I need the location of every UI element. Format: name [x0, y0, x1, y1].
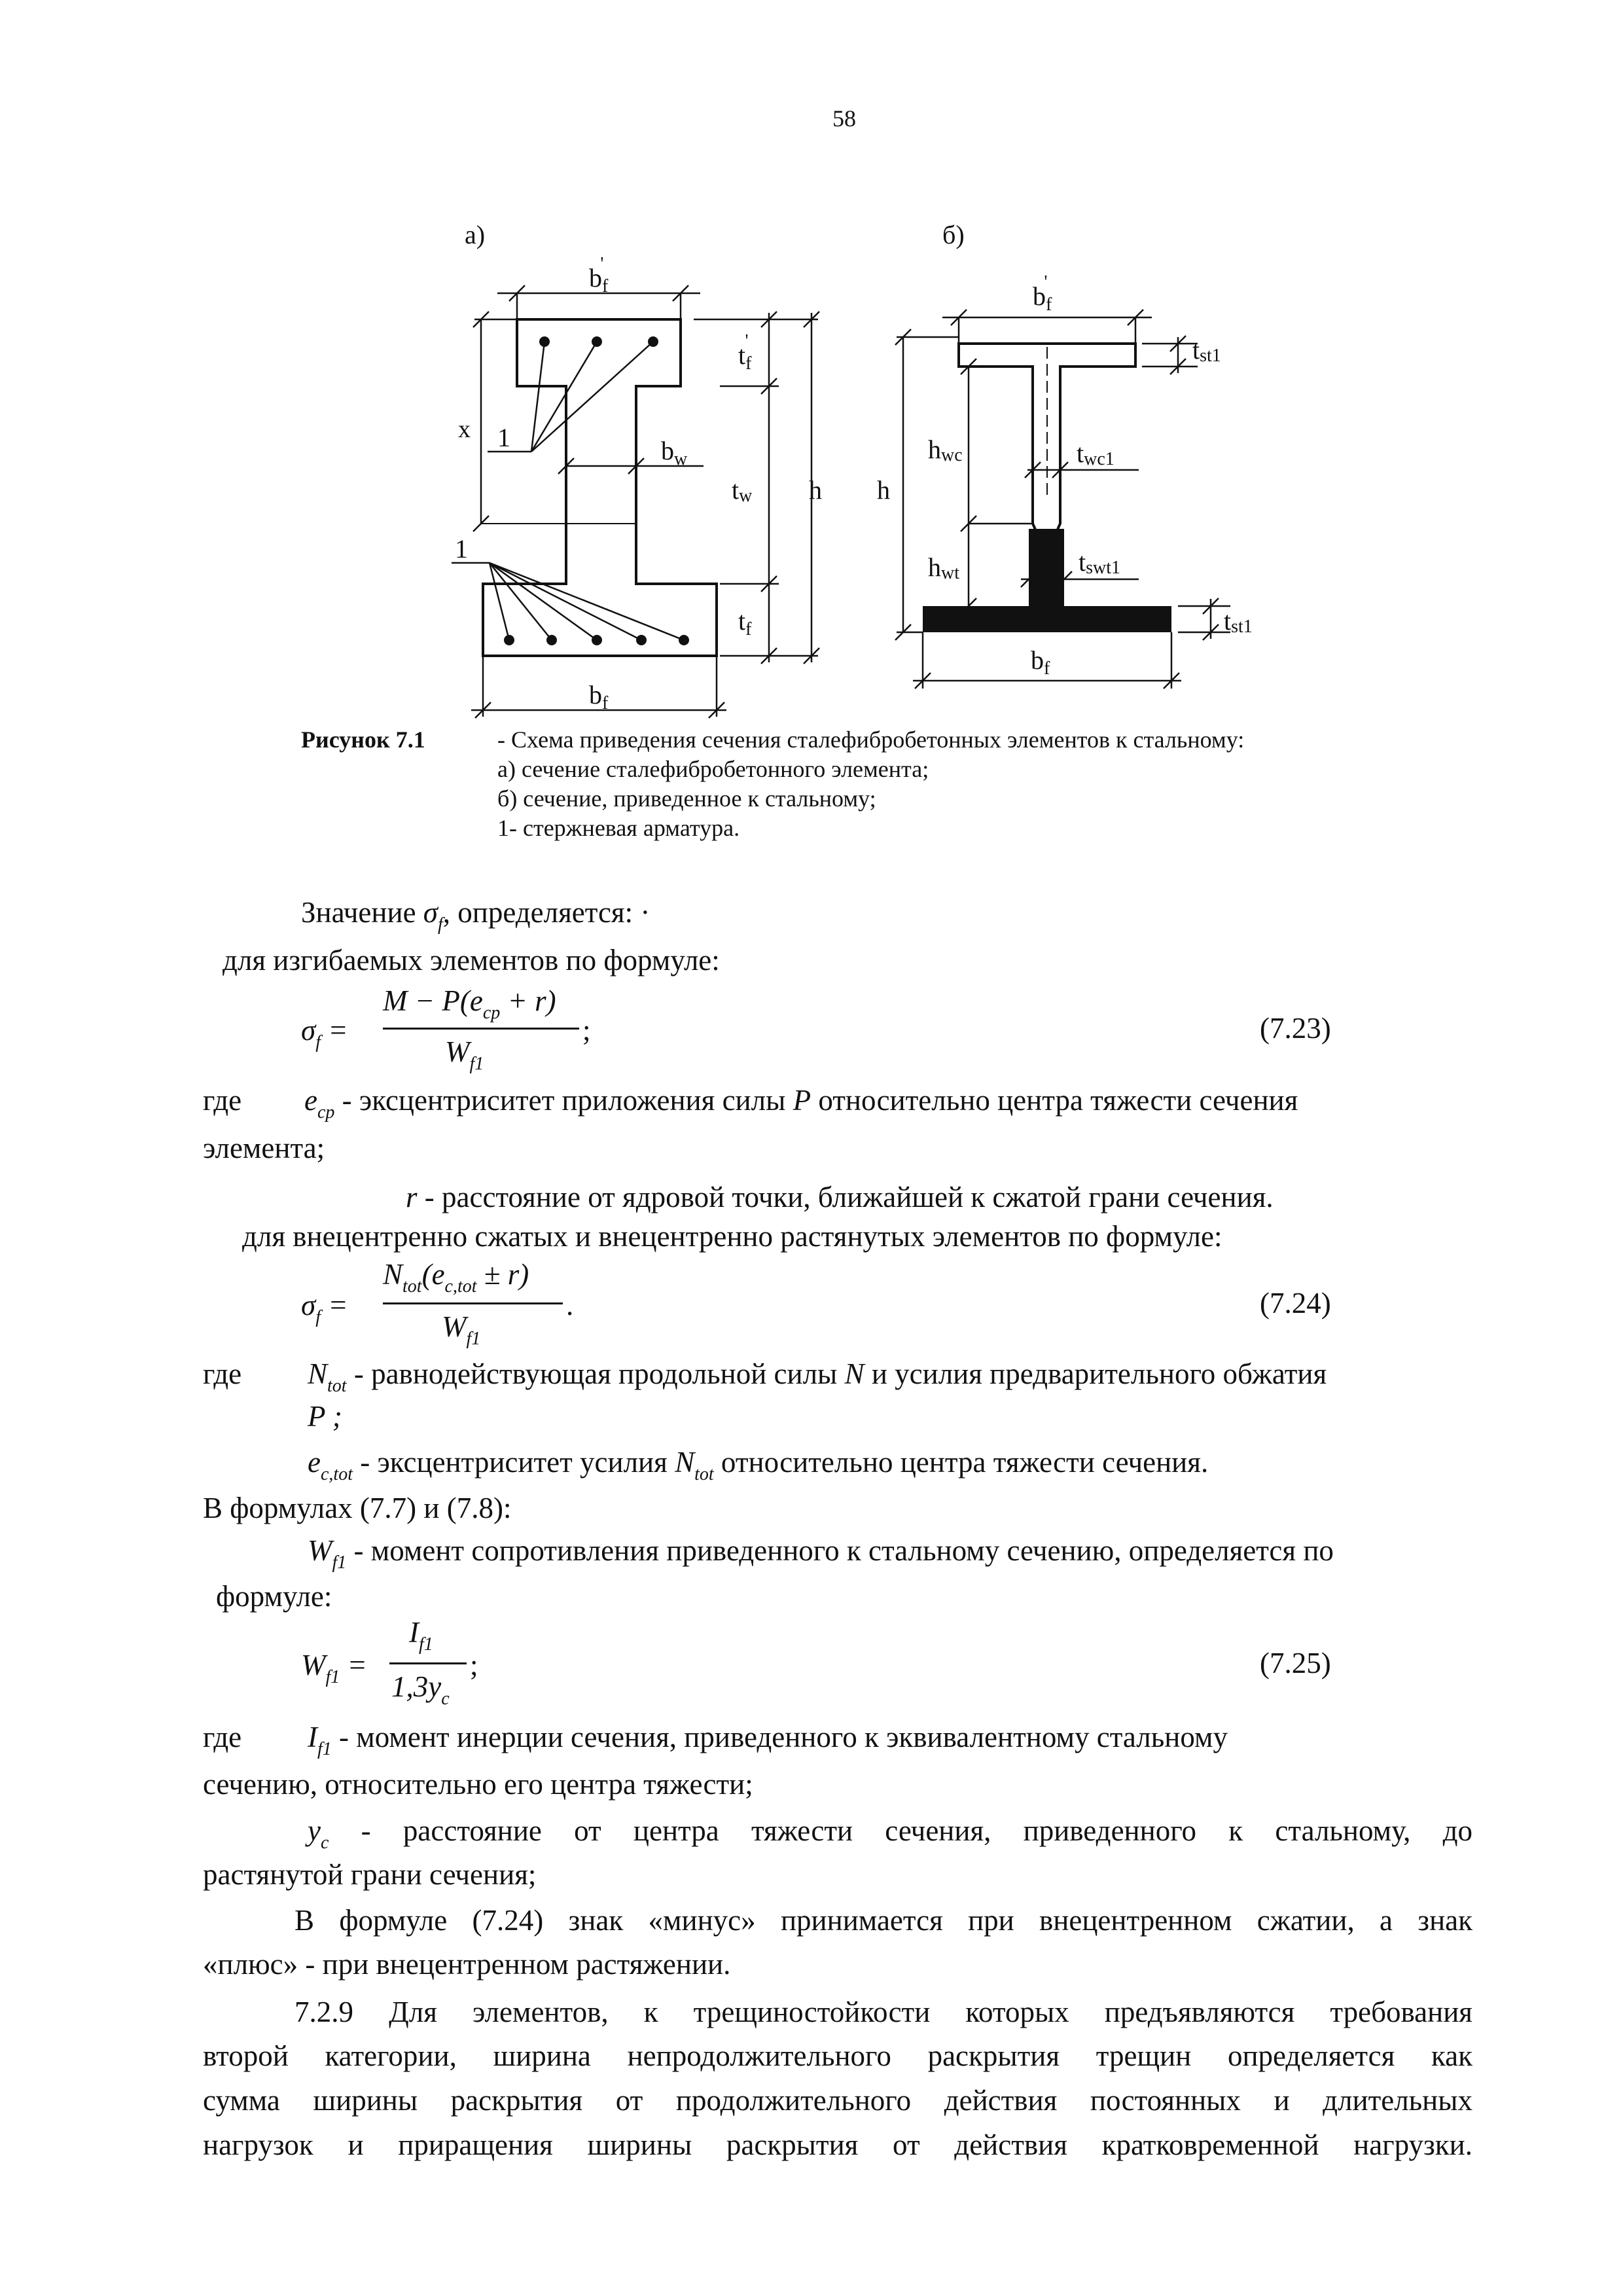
page-number: 58 [832, 105, 856, 132]
para-729-line4: нагрузок и приращения ширины раскрытия от действия кратковременной нагрузки. [203, 2128, 1472, 2161]
eq724-numerator: $N_{tot}(e_{c,tot} \pm r)$ [383, 1258, 529, 1297]
dim-vertical-b [895, 329, 1033, 640]
section-a-outline [483, 319, 717, 656]
def-ectot: $e_{c,tot}$ - эксцентриситет усилия $N_{tot}$ относительно центра тяжести сечения. [308, 1446, 1209, 1484]
dim-hwc-label: hwc [928, 435, 963, 465]
dim-tw-label: tw [732, 475, 753, 506]
where-label-2: где [203, 1357, 242, 1390]
caption-line: а) сечение сталефибробетонного элемента; [497, 756, 929, 782]
def-r: r - расстояние от ядровой точки, ближайшей к сжатой грани сечения. [406, 1181, 1274, 1213]
dim-h-b-label: h [877, 475, 890, 505]
para-729-line1: 7.2.9 Для элементов, к трещиностойкости которых предъявляются требования [294, 1996, 1472, 2028]
para-729-line3: сумма ширины раскрытия от продолжительного действия постоянных и длительных [203, 2084, 1472, 2117]
where-label-3: где [203, 1721, 242, 1753]
dim-bf-prime-b-label: $b_f'$ [1033, 272, 1052, 315]
def-ecp-cont: элемента; [203, 1132, 325, 1164]
para-sign-line1: В формуле (7.24) знак «минус» принимается при внецентренном сжатии, а знак [294, 1904, 1472, 1937]
dim-bf-a-label: $b_f$ [589, 680, 609, 713]
figure-label-a: а) [465, 220, 486, 249]
def-wf1: $W_{f1}$ - момент сопротивления приведенного к стальному сечению, определяется по [308, 1534, 1334, 1573]
def-if1-cont: сечению, относительно его центра тяжести; [203, 1768, 753, 1801]
eq725-lhs: $W_{f1}$ = [301, 1649, 367, 1687]
eq724-end: . [566, 1289, 574, 1321]
tension-web-thick [1029, 529, 1064, 606]
dim-tswt1-label: tswt1 [1079, 547, 1121, 578]
eq724-number: (7.24) [1260, 1287, 1331, 1319]
eq725-number: (7.25) [1260, 1647, 1331, 1679]
leader-lines-top [488, 342, 653, 452]
callout-1-bottom: 1 [455, 534, 468, 564]
where-label-1: где [203, 1084, 242, 1117]
figure-7-1-diagram [0, 0, 1623, 720]
caption-line: 1- стержневая арматура. [497, 815, 740, 841]
dim-x [473, 312, 517, 531]
dim-tst1-top-label: tst1 [1192, 335, 1221, 366]
caption-line: - Схема приведения сечения сталефибробетонных элементов к стальному: [497, 726, 1245, 753]
def-if1: $I_{f1}$ - момент инерции сечения, приведенного к эквивалентному стальному [308, 1721, 1228, 1759]
eq725-fraction-bar [389, 1662, 467, 1664]
para-bending: для изгибаемых элементов по формуле: [223, 944, 720, 977]
dim-tst1-top [1142, 336, 1198, 374]
rebar-top [539, 336, 658, 347]
para-729-line2: второй категории, ширина непродолжительного раскрытия трещин определяется как [203, 2039, 1472, 2072]
leader-lines-bottom [452, 563, 684, 640]
dim-tst1-bottom [1178, 598, 1230, 640]
def-wf1-cont: формуле: [216, 1580, 332, 1613]
def-ntot-cont: P ; [308, 1400, 342, 1433]
eq723-denominator: $W_{f1}$ [445, 1035, 484, 1074]
figure-label-b: б) [942, 220, 965, 249]
dim-h-a-label: h [809, 475, 822, 505]
eq724-fraction-bar [383, 1302, 563, 1304]
def-yc: $y_c$ - расстояние от центра тяжести сечения, приведенного к стальному, до [308, 1814, 1473, 1853]
def-ecp: $e_{cp}$ - эксцентриситет приложения силы P относительно центра тяжести сечения [304, 1084, 1298, 1122]
para-sigma-intro: Значение $\sigma_f$, определяется: · [301, 896, 651, 935]
eq723-lhs: $\sigma_f$ = [301, 1014, 348, 1052]
dim-twc1-label: twc1 [1077, 439, 1115, 469]
sigma-symbol: $\sigma_f$ [423, 896, 443, 935]
dim-bf-prime-a-label: $b_f'$ [589, 254, 609, 296]
callout-1-top: 1 [497, 423, 510, 452]
eq725-denominator: $1,3y_c$ [391, 1670, 450, 1709]
caption-line: б) сечение, приведенное к стальному; [497, 785, 876, 812]
eq723-fraction-bar [383, 1028, 579, 1030]
para-formulas-ref: В формулах (7.7) и (7.8): [203, 1492, 512, 1524]
dim-vertical-a [694, 312, 819, 664]
eq724-denominator: $W_{f1}$ [442, 1310, 481, 1349]
eq723-numerator: $M - P(e_{cp} + r)$ [383, 984, 556, 1023]
dim-tf-prime-label: $t_f'$ [738, 331, 752, 374]
dim-tf-label: $t_f$ [738, 606, 752, 639]
dim-x-label: x [458, 416, 471, 443]
eq725-numerator: $I_{f1}$ [409, 1616, 433, 1655]
eq723-end: ; [582, 1014, 591, 1047]
caption-lines [497, 725, 1244, 843]
dim-bw-label: $b_w$ [661, 436, 688, 469]
eq723-number: (7.23) [1260, 1012, 1331, 1045]
def-yc-cont: растянутой грани сечения; [203, 1858, 537, 1891]
para-sign-line2: «плюс» - при внецентренном растяжении. [203, 1948, 731, 1981]
para-eccentric: для внецентренно сжатых и внецентренно растянутых элементов по формуле: [242, 1220, 1222, 1253]
dim-bf-b-label: $b_f$ [1031, 645, 1050, 679]
caption-label: Рисунок 7.1 [301, 726, 425, 753]
dim-hwt-label: hwt [928, 552, 959, 583]
dim-tst1-bottom-label: tst1 [1224, 606, 1253, 637]
eq724-lhs: $\sigma_f$ = [301, 1289, 348, 1327]
def-ntot: $N_{tot}$ - равнодействующая продольной силы N и усилия предварительного обжатия [308, 1357, 1327, 1396]
eq725-end: ; [470, 1649, 478, 1681]
bottom-flange-filled [923, 606, 1171, 632]
